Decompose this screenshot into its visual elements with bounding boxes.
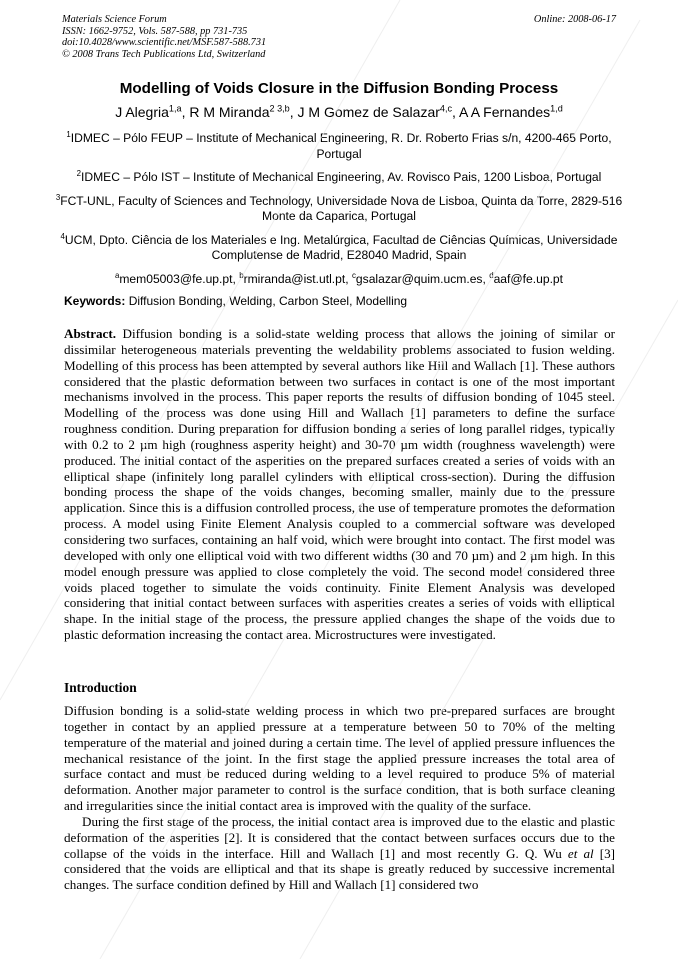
affiliation: $^4$UCM, Dpto. Ciência de los Materiales e Ing. Metalúrgica, Facultad de Ciências Químicas, Universidade Complutense de Madrid, E28040 Madrid, Spain [60, 231, 618, 262]
paper-title: Modelling of Voids Closure in the Diffusion Bonding Process [119, 80, 559, 97]
abstract-text: Diffusion bonding is a solid-state welding process that allows the joining of similar or dissimilar heterogeneous materials preventing the weldability problems associated to fusion welding. Modelling of this process has been attempted by several authors like Hill and Wallach [1]. These authors considered that the plastic deformation between two surfaces in contact is one of the most important mechanisms involved in the process. This paper reports the results of diffusion bonding of 1045 steel. Modelling of the process was done using Hill and Wallach [1] parameters to define the surface roughness condition. During preparation for diffusion bonding a series of long parallel ridges, typically with 0.2 to 2 µm high (roughness asperity height) and 30-70 µm width (roughness wavelength) were produced. The initial contact of the asperities on the prepared surfaces created a series of voids with an elliptical shape (infinitely long parallel cylinders with elliptical cross-section). During the diffusion bonding process the shape of the voids changes, becoming smaller, mainly due to the pressure application. Since this is a diffusion controlled process, the use of temperature promotes the deformation process. A model using Finite Element Analysis coupled to a commercial software was developed considering two surfaces, containing an half void, which were brought into contact. The first model was developed with only one elliptical void with two different widths (30 and 70 µm) and 2 µm high. In this model enough pressure was applied to close completely the void. The second model considered three voids placed together to simulate the voids continuity. Finite Element Analysis was developed considering that initial contact between surfaces with asperities creates a series of voids with elliptical shape. In the initial stage of the process, the pressure applied changes the shape of the voids due to plastic deformation increasing the contact area. Microstructures were investigated. [64, 326, 615, 643]
author: A A Fernandes$^{1,d}$ [459, 103, 563, 120]
abstract-section [64, 326, 615, 643]
copyright-notice: © 2008 Trans Tech Publications Ltd, Switzerland [62, 48, 266, 60]
abstract-paragraph [64, 326, 615, 643]
affiliation: $^1$IDMEC – Pólo FEUP – Institute of Mechanical Engineering, R. Dr. Roberto Frias s/n, 4200-465 Porto, Portugal [66, 129, 612, 161]
body-paragraph: Diffusion bonding is a solid-state welding process in which two pre-prepared surfaces are brought together in contact by an applied pressure at a temperature between 50 to 70% of the melting temperature of the material and joined during a certain time. The level of applied pressure influences the mechanical resistance of the joint. In the first stage the applied pressure increases the total area of surface contact and must be reduced during welding to a level required to produce 5% of material deformation. Another major parameter to control is the surface condition, that is both surface cleaning and irregularities since the initial contact area is improved with the quality of the surface. [64, 703, 615, 814]
introduction-heading: Introduction [64, 680, 137, 695]
journal-issn: ISSN: 1662-9752, Vols. 587-588, pp 731-735 [62, 25, 248, 37]
email-link[interactable]: mem05003@fe.up.pt [119, 271, 233, 286]
author-list: J Alegria$^{1,a}$, R M Miranda$^{2 3,b}$, J M Gomez de Salazar$^{4,c}$, A A Fernandes$^{1,d}$ [115, 103, 563, 120]
journal-name: Materials Science Forum [62, 14, 167, 25]
keywords [64, 294, 407, 308]
journal-header [62, 14, 616, 60]
author: R M Miranda$^{2 3,b}$ [189, 103, 290, 120]
email-link[interactable]: rmiranda@ist.utl.pt [243, 271, 346, 286]
email-list: $^a$mem05003@fe.up.pt, $^b$rmiranda@ist.utl.pt, $^c$gsalazar@quim.ucm.es, $^d$aaf@fe.up.pt [114, 270, 564, 286]
keywords-label: Keywords: [64, 294, 126, 308]
body-paragraph: During the first stage of the process, the initial contact area is improved due to the elastic and plastic deformation of the asperities [2]. It is considered that the contact between surfaces occurs due to the collapse of the voids in the interface. Hill and Wallach [1] and most recently G. Q. Wu et al [3] considered that the voids are elliptical and that its shape is greatly reduced by successive incremental changes. The surface condition defined by Hill and Wallach [1] considered two [64, 813, 615, 893]
affiliation: $^2$IDMEC – Pólo IST – Institute of Mechanical Engineering, Av. Rovisco Pais, 1200 Lisboa, Portugal [76, 168, 602, 184]
introduction-section [64, 703, 615, 893]
online-date: Online: 2008-06-17 [533, 14, 616, 25]
email-link[interactable]: aaf@fe.up.pt [493, 271, 564, 286]
author: J M Gomez de Salazar$^{4,c}$ [297, 103, 453, 120]
abstract-label: Abstract. [64, 326, 116, 341]
keywords-text: Diffusion Bonding, Welding, Carbon Steel, Modelling [128, 294, 408, 308]
email-link[interactable]: gsalazar@quim.ucm.es [355, 271, 483, 286]
affiliation: $^3$FCT-UNL, Faculty of Sciences and Technology, Universidade Nova de Lisboa, Quinta da Torre, 2829-516 Monte da Caparica, Portugal [55, 192, 623, 223]
author: J Alegria$^{1,a}$ [115, 103, 182, 120]
affiliation-list [50, 131, 628, 295]
article-doi[interactable]: doi:10.4028/www.scientific.net/MSF.587-588.731 [62, 37, 267, 48]
